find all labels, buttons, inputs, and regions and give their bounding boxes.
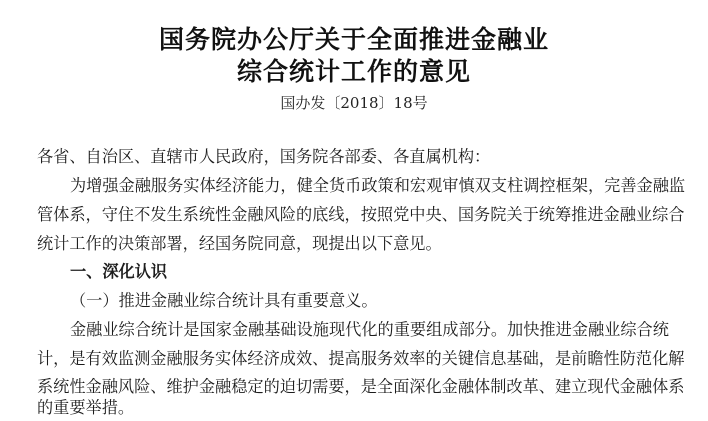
document-title-line-2: 综合统计工作的意见 — [236, 57, 471, 86]
subsection-heading: （一）推进金融业综合统计具有重要意义。 — [70, 291, 378, 310]
body-paragraph-line: 的重要举措。 — [37, 398, 135, 417]
document-title-line-1: 国务院办公厅关于全面推进金融业 — [158, 25, 549, 54]
body-paragraph-line: 计，是有效监测金融服务实体经济成效、提高服务效率的关键信息基础，是前瞻性防范化解 — [37, 349, 685, 368]
body-paragraph-line: 金融业综合统计是国家金融基础设施现代化的重要组成部分。加快推进金融业综合统 — [70, 320, 669, 339]
section-heading: 一、深化认识 — [70, 262, 168, 281]
body-paragraph-line: 系统性金融风险、维护金融稳定的迫切需要，是全面深化金融体制改革、建立现代金融体系 — [37, 377, 685, 396]
document-number: 国办发〔2018〕18号 — [280, 94, 428, 112]
intro-paragraph-line: 为增强金融服务实体经济能力，健全货币政策和宏观审慎双支柱调控框架，完善金融监 — [70, 176, 686, 195]
intro-paragraph-line: 统计工作的决策部署，经国务院同意，现提出以下意见。 — [37, 234, 442, 253]
salutation: 各省、自治区、直辖市人民政府，国务院各部委、各直属机构： — [37, 147, 491, 166]
intro-paragraph-line: 管体系，守住不发生系统性金融风险的底线，按照党中央、国务院关于统筹推进金融业综合 — [37, 205, 685, 224]
